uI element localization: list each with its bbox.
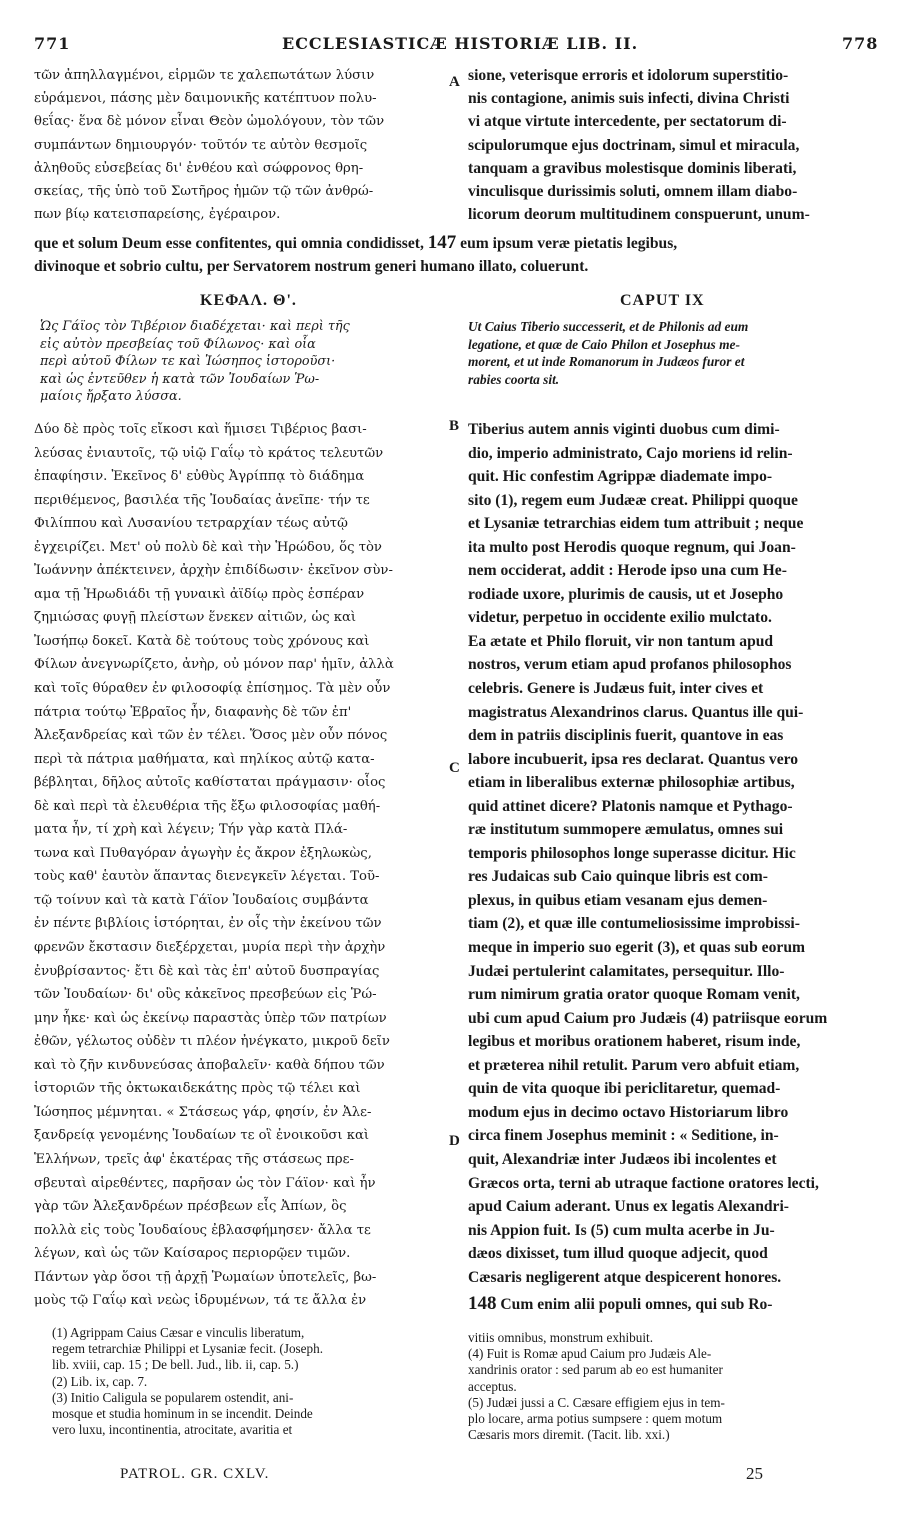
- greek-line: θεΐας· ἕνα δὲ μόνον εἶναι Θεὸν ὡμολόγουν, τὸν τῶν: [34, 114, 385, 130]
- greek-line: περιθέμενος, βασιλέα τῆς Ἰουδαίας ἀνεῖπε· τήν τε: [34, 492, 370, 508]
- full-line-1-end: eum ipsum veræ pietatis legibus,: [460, 235, 678, 252]
- greek-line: Ἰώσηπος μέμνηται. « Στάσεως γάρ, φησίν, ἐν Ἀλε-: [34, 1104, 372, 1120]
- footnote-line: (4) Fuit is Romæ apud Caium pro Judæis Ale-: [468, 1346, 712, 1362]
- latin-last-line-text: Cum enim alii populi omnes, qui sub Ro-: [500, 1296, 773, 1313]
- footnotes-right: [468, 1330, 878, 1443]
- footnote-line: vitiis omnibus, monstrum exhibuit.: [468, 1330, 653, 1345]
- greek-line: Ἰωσήπῳ δοκεῖ. Κατὰ δὲ τούτους τοὺς χρόνους καὶ: [34, 633, 370, 649]
- latin-line: licorum deorum multitudinem conspuerunt, unum-: [468, 206, 810, 224]
- latin-line: rodiade uxore, plurimis de causis, ut et Josepho: [468, 585, 784, 603]
- latin-line: quit. Hic confestim Agrippæ diademate impo-: [468, 468, 773, 486]
- greek-line: τῶν Ἰουδαίων· δι' οὓς κἀκεῖνος πρεσβεύων εἰς Ῥώ-: [34, 987, 377, 1003]
- greek-line: πολλὰ εἰς τοὺς Ἰουδαίους ἐβλασφήμησεν· ἄλλα τε: [34, 1222, 371, 1238]
- latin-line: vinculisque durissimis soluti, omnem illam diabo-: [468, 183, 798, 201]
- latin-line: apud Caium aderant. Unus ex legatis Alexandri-: [468, 1198, 790, 1216]
- greek-chapter-summary: [40, 318, 440, 406]
- latin-line: nem occiderat, addit : Herode ipso una cum He-: [468, 562, 787, 580]
- greek-summary-line: περὶ αὐτοῦ Φίλων τε καὶ Ἰώσηπος ἱστοροῦσι·: [40, 354, 336, 369]
- latin-chapter-summary: [468, 318, 878, 388]
- greek-line: τῶν ἀπηλλαγμένοι, εἱρμῶν τε χαλεπωτάτων λύσιν: [34, 68, 375, 83]
- footnote-line: xandrinis orator : sed parum ab eo est humaniter: [468, 1362, 723, 1378]
- greek-line: πων βίῳ κατεισπαρείσης, ἐγέραιρον.: [34, 207, 281, 223]
- greek-line: φρενῶν ἔκστασιν διεξέρχεται, μυρία περὶ τὴν ἀρχὴν: [34, 940, 386, 956]
- greek-top-column: [34, 64, 444, 226]
- greek-line: Δύο δὲ πρὸς τοῖς εἴκοσι καὶ ἥμισει Τιβέριος βασι-: [34, 422, 367, 437]
- greek-line: τωνα καὶ Πυθαγόραν ἀγωγὴν ἐς ἄκρον ἐξηλωκὼς,: [34, 845, 372, 861]
- footnotes-left: [52, 1325, 444, 1438]
- latin-line: Tiberius autem annis viginti duobus cum dimi-: [468, 421, 780, 438]
- greek-line: περὶ τὰ πάτρια μαθήματα, καὶ πηλίκος αὐτῷ κατα-: [34, 751, 375, 767]
- latin-line: Ea ætate et Philo floruit, vir non tantum apud: [468, 632, 774, 650]
- greek-chapter-title: ΚΕΦΑΛ. Θ'.: [200, 292, 297, 309]
- footnote-line: (3) Initio Caligula se popularem ostendit, ani-: [52, 1389, 294, 1405]
- greek-line: Φιλίππου καὶ Λυσανίου τετραρχίαν τέως αὐτῷ: [34, 516, 348, 532]
- latin-line: Græcos orta, terni ab utraque factione oratores lecti,: [468, 1174, 819, 1192]
- latin-line: tiam (2), et quæ ille contumeliosissime improbissi-: [468, 915, 800, 933]
- latin-line: et præterea nihil retulit. Parum vero abfuit etiam,: [468, 1056, 800, 1074]
- latin-line: tanquam a gravibus molestisque dominis liberati,: [468, 159, 797, 177]
- latin-line: videtur, perpetuo in occidente exilio mulctato.: [468, 609, 772, 627]
- greek-line: δὲ καὶ περὶ τὰ ἐλευθέρια τῆς ἔξω φιλοσοφίας μαθή-: [34, 798, 381, 814]
- greek-line: ξανδρείᾳ γενομένης Ἰουδαίων τε οἳ ἐνοικοῦσι καὶ: [34, 1128, 370, 1144]
- footnote-line: Cæsaris mors diremit. (Tacit. lib. xxi.): [468, 1427, 670, 1443]
- latin-line: etiam in liberalibus externæ philosophiæ artibus,: [468, 774, 795, 792]
- greek-line: ματα ἦν, τί χρὴ καὶ λέγειν; Τήν γὰρ κατὰ Πλά-: [34, 822, 348, 838]
- greek-line: μοὺς τῷ Γαΐῳ καὶ νεὼς ἱδρυμένων, τά τε ἄλλα ἐν: [34, 1293, 367, 1309]
- greek-line: σκείας, τῆς ὑπὸ τοῦ Σωτῆρος ἡμῶν τῷ τῶν ἀνθρώ-: [34, 184, 374, 200]
- latin-line: vi atque virtute intercedente, per sectatorum di-: [468, 113, 787, 131]
- latin-line: magistratus Alexandrinos clarus. Quantus ille qui-: [468, 703, 804, 721]
- footnote-line: regem tetrarchiæ Philippi et Lysaniæ fecit. (Joseph.: [52, 1341, 324, 1357]
- footnote-line: (1) Agrippam Caius Cæsar e vinculis liberatum,: [52, 1325, 305, 1340]
- footer-signature: 25: [746, 1464, 763, 1483]
- footnote-line: acceptus.: [468, 1378, 517, 1394]
- latin-line: ræ institutum summopere æmulatus, omnes sui: [468, 821, 784, 839]
- greek-line: Ἰωάννην ἀπέκτεινεν, ἀρχὴν ἐπιδίδωσιν· ἐκεῖνον σὺν-: [34, 563, 393, 579]
- footnote-line: (5) Judæi jussi a C. Cæsare effigiem ejus in tem-: [468, 1394, 725, 1410]
- latin-summary-line: legatione, et quæ de Caio Philon et Josephus me-: [468, 336, 740, 352]
- column-number-148: 148: [468, 1293, 497, 1314]
- footer-series: PATROL. GR. CXLV.: [120, 1466, 270, 1482]
- margin-letter-c: C: [449, 760, 460, 776]
- greek-line: Πάντων γὰρ ὅσοι τῇ ἀρχῇ Ῥωμαίων ὑποτελεῖς, βω-: [34, 1269, 377, 1285]
- latin-line: nis Appion fuit. Is (5) cum multa acerbe in Ju-: [468, 1221, 775, 1239]
- footnote-line: (2) Lib. ix, cap. 7.: [52, 1373, 148, 1389]
- latin-line: modum ejus in decimo octavo Historiarum libro: [468, 1103, 789, 1121]
- greek-line: καὶ τὸ ζῆν κινδυνεύσας ἀποβαλεῖν· καθὰ δήπου τῶν: [34, 1057, 385, 1073]
- greek-line: βέβληται, δῆλος αὐτοῖς καθίσταται πράγμασιν· οἷος: [34, 775, 386, 791]
- margin-letter-b: B: [449, 418, 460, 434]
- greek-line: λεύσας ἐνιαυτοῖς, τῷ υἱῷ Γαΐῳ τὸ κράτος τελευτῶν: [34, 445, 384, 461]
- greek-line: μην ἧκε· καὶ ὡς ἐκείνῳ παραστὰς ὑπὲρ τῶν πατρίων: [34, 1010, 387, 1026]
- latin-line: ita multo post Herodis quoque regnum, qui Joan-: [468, 538, 796, 556]
- full-line-1-start: que et solum Deum esse confitentes, qui omnia condidisset,: [34, 235, 424, 252]
- latin-line: circa finem Josephus meminit : « Seditione, in-: [468, 1127, 779, 1145]
- greek-line: ἱστοριῶν τῆς ὀκτωκαιδεκάτης πρὸς τῷ τέλει καὶ: [34, 1081, 361, 1097]
- greek-line: πάτρια τούτῳ Ἑβραῖος ἦν, διαφανὴς δὲ τῶν ἐπ': [34, 704, 352, 720]
- column-number-147: 147: [427, 232, 457, 253]
- latin-line: dem in patriis disciplinis fuerit, quantove in eas: [468, 727, 784, 745]
- latin-body-last-line: [468, 1293, 773, 1315]
- latin-line: scipulorumque ejus doctrinam, simul et miracula,: [468, 136, 800, 154]
- latin-line: meque in imperio suo egerit (3), et quas sub eorum: [468, 939, 805, 957]
- greek-line: ἐν πέντε βιβλίοις ἱστόρηται, ἐν οἷς τὴν ἐκείνου τῶν: [34, 916, 382, 932]
- footnote-line: lib. xviii, cap. 15 ; De bell. Jud., lib. ii, cap. 5.): [52, 1357, 299, 1373]
- footnote-line: plo locare, arma potius sumpsere : quem motum: [468, 1411, 723, 1427]
- latin-line: quin de vita quoque ibi periclitaretur, quemad-: [468, 1080, 781, 1098]
- latin-line: Cæsaris negligerent atque despicerent honores.: [468, 1268, 782, 1286]
- margin-letter-a: A: [449, 74, 460, 90]
- greek-summary-line: καὶ ὡς ἐντεῦθεν ἡ κατὰ τῶν Ἰουδαίων Ῥω-: [40, 371, 320, 387]
- greek-summary-line: μαίοις ἤρξατο λύσσα.: [40, 389, 182, 404]
- greek-line: ἐπαφίησιν. Ἐκεῖνος δ' εὐθὺς Ἀγρίππᾳ τὸ διάδημα: [34, 469, 365, 485]
- greek-line: σβευταὶ αἱρεθέντες, παρῆσαν ὡς τὸν Γάϊον· καὶ ἦν: [34, 1175, 376, 1191]
- latin-line: quit, Alexandriæ inter Judæos ibi incolentes et: [468, 1150, 777, 1168]
- margin-letter-d: D: [449, 1133, 460, 1149]
- latin-line: Judæi pertulerint calamitates, persequitur. Illo-: [468, 962, 785, 980]
- latin-line: et Lysaniæ tetrarchias eidem tum attribuit ; neque: [468, 515, 804, 533]
- greek-line: συμπάντων δημιουργόν· τοῦτόν τε αὐτὸν θεσμοῖς: [34, 137, 368, 153]
- latin-summary-line: Ut Caius Tiberio successerit, et de Philonis ad eum: [468, 319, 749, 334]
- greek-line: καὶ τοῖς θύραθεν ἐν φιλοσοφίᾳ ἐπίσημος. Τὰ μὲν οὖν: [34, 681, 391, 697]
- greek-line: γὰρ τῶν Ἀλεξανδρέων πρέσβεων εἷς Ἀπίων, ὃς: [34, 1199, 347, 1215]
- right-page-number: 778: [842, 34, 879, 53]
- latin-line: nis contagione, animis suis infecti, divina Christi: [468, 90, 790, 108]
- greek-line: ἐνυβρίσαντος· ἔτι δὲ καὶ τὰς ἐπ' αὐτοῦ δυσπραγίας: [34, 963, 380, 979]
- latin-line: rum nimirum gratia orator quoque Romam venit,: [468, 986, 800, 1004]
- latin-line: legibus et moribus orationem haberet, risum inde,: [468, 1033, 801, 1051]
- latin-line: quid attinet dicere? Platonis namque et Pythago-: [468, 797, 793, 815]
- running-title: ECCLESIASTICÆ HISTORIÆ LIB. II.: [282, 34, 639, 53]
- latin-line: temporis philosophos longe superasse dicitur. Hic: [468, 844, 796, 862]
- greek-line: ἐθῶν, γέλωτος οὐδὲν τι πλέον ἠνέγκατο, μικροῦ δεῖν: [34, 1034, 390, 1050]
- latin-line: labore incubuerit, ipsa res declarat. Quantus vero: [468, 750, 799, 768]
- latin-line: res Judaicas sub Caio quinque libris est com-: [468, 868, 768, 886]
- greek-line: λέγων, καὶ ὡς τῶν Καίσαρος περιορῷεν τιμῶν.: [34, 1246, 351, 1262]
- greek-line: τοὺς καθ' ἑαυτὸν ἅπαντας διενεγκεῖν λέγεται. Τοῦ-: [34, 869, 380, 885]
- footnote-line: mosque et studia hominum in se incendit. Deinde: [52, 1406, 313, 1422]
- latin-line: nostros, verum etiam apud profanos philosophos: [468, 656, 792, 674]
- greek-summary-line: εἰς αὐτὸν πρεσβείας τοῦ Φίλωνος· καὶ οἷα: [40, 336, 316, 352]
- greek-line: εὑράμενοι, πάσης μὲν δαιμονικῆς κατέπτυον πολυ-: [34, 91, 377, 107]
- greek-line: ἀληθοῦς εὐσεβείας δι' ἐνθέου καὶ σώφρονος θρη-: [34, 160, 364, 176]
- full-width-line-2: divinoque et sobrio cultu, per Servatorem nostrum generi humano illato, coluerunt.: [34, 258, 589, 275]
- latin-chapter-title: CAPUT IX: [620, 292, 705, 309]
- latin-body-column: [468, 418, 878, 1289]
- latin-top-column: [468, 64, 878, 226]
- greek-line: τῷ τοίνυν καὶ τὰ κατὰ Γάϊον Ἰουδαίοις συμβάντα: [34, 892, 369, 908]
- greek-line: Ἀλεξανδρείας καὶ τῶν ἐν τέλει. Ὅσος μὲν οὖν πόνος: [34, 728, 388, 744]
- latin-line: sione, veterisque erroris et idolorum superstitio-: [468, 67, 789, 84]
- latin-summary-line: morent, et ut inde Romanorum in Judæos furor et: [468, 354, 745, 369]
- full-width-line-1: [34, 232, 874, 255]
- greek-line: ζημιώσας φυγῇ πλείστων ἕνεκεν αἰτιῶν, ὡς καὶ: [34, 610, 357, 626]
- latin-line: dæos dixisset, tum illud quoque adjecit, quod: [468, 1245, 768, 1263]
- latin-line: dio, imperio administrato, Cajo moriens id relin-: [468, 444, 793, 462]
- greek-summary-line: Ὡς Γάϊος τὸν Τιβέριον διαδέχεται· καὶ περὶ τῆς: [40, 319, 350, 334]
- footnote-line: vero luxu, incontinentia, atrocitate, avaritia et: [52, 1422, 293, 1438]
- greek-body-column: [34, 418, 444, 1313]
- latin-line: ubi cum apud Caium pro Judæis (4) patriisque eorum: [468, 1009, 828, 1027]
- latin-line: celebris. Genere is Judæus fuit, inter cives et: [468, 680, 764, 698]
- left-page-number: 771: [34, 34, 71, 53]
- greek-line: ἐγχειρίζει. Μετ' οὐ πολὺ δὲ καὶ τὴν Ἡρώδου, ὅς τὸν: [34, 539, 382, 555]
- greek-line: Ἑλλήνων, τρεῖς ἀφ' ἑκατέρας τῆς στάσεως πρε-: [34, 1151, 354, 1167]
- latin-line: plexus, in quibus etiam vesanam ejus demen-: [468, 891, 768, 909]
- greek-line: Φίλων ἀνεγνωρίζετο, ἀνὴρ, οὐ μόνον παρ' ἡμῖν, ἀλλὰ: [34, 657, 394, 673]
- latin-summary-line: rabies coorta sit.: [468, 371, 560, 387]
- greek-line: αμα τῇ Ἡρωδιάδι τῇ γυναικὶ ἀϊδίῳ πρὸς ἑσπέραν: [34, 586, 365, 602]
- latin-line: sito (1), regem eum Judææ creat. Philippi quoque: [468, 491, 798, 509]
